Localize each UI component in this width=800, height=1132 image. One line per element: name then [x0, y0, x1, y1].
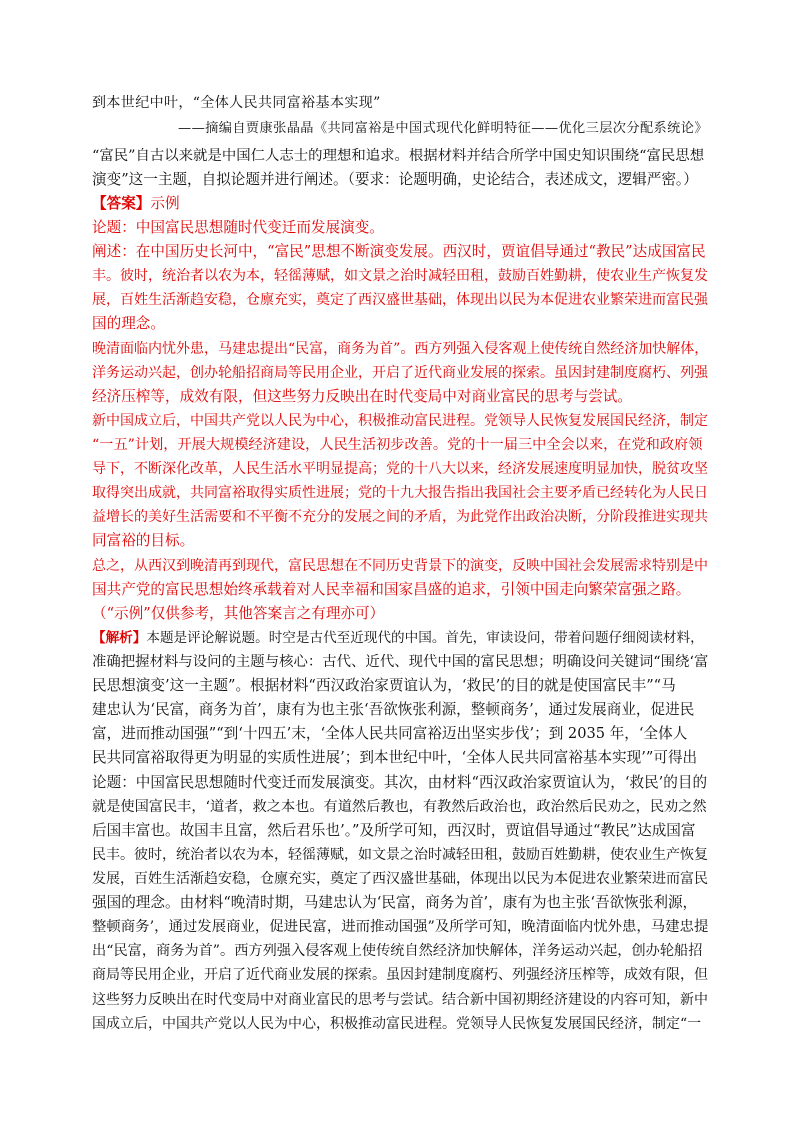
answer-line: 国共产党的富民思想始终承载着对人民幸福和国家昌盛的追求，引领中国走向繁荣富强之路。 — [92, 581, 691, 598]
analysis-tag: 【解析】 — [92, 630, 147, 646]
answer-line: 益增长的美好生活需要和不平衡不充分的发展之间的矛盾，为此党作出政治决断，分阶段推进实现共 — [92, 509, 708, 525]
question-line: “富民”自古以来就是中国仁人志士的理想和追求。根据材料并结合所学中国史知识围绕“富民思想 — [92, 148, 705, 164]
answer-line: 展，百姓生活渐趋安稳，仓廪充实，奠定了西汉盛世基础，体现出以民为本促进农业繁荣进而富民强 — [92, 292, 708, 308]
analysis-line: 论题：中国富民思想随时代变迁而发展演变。其次，由材料“西汉政治家贾谊认为，‘救民’的目的 — [92, 774, 708, 791]
answer-line: 洋务运动兴起，创办轮船招商局等民用企业，开启了近代商业发展的探索。虽因封建制度腐朽、列强 — [92, 365, 708, 381]
answer-line: 总之，从西汉到晚清再到现代，富民思想在不同历史背景下的演变，反映中国社会发展需求特别是中 — [92, 558, 708, 574]
answer-line: “一五”计划，开展大规模经济建设，人民生活初步改善。党的十一届三中全会以来，在党和政府领 — [92, 437, 703, 453]
analysis-line: 出“民富，商务为首”。西方列强入侵客观上使传统自然经济加快解体，洋务运动兴起，创办轮船招 — [92, 943, 703, 959]
analysis-line: 强国的理念。由材料“晚清时期，马建忠认为‘民富，商务为首’，康有为也主张‘吾欲恢张利源， — [92, 894, 698, 911]
answer-label: 示例 — [150, 195, 180, 212]
analysis-line: 民思想演变’这一主题”。根据材料“西汉政治家贾谊认为，‘救民’的目的就是使国富民丰”“马 — [92, 677, 676, 694]
analysis-first-line: 本题是评论解说题。时空是古代至近现代的中国。首先，审读设问，带着问题仔细阅读材料， — [146, 630, 704, 646]
answer-line: 阐述：在中国历史长河中，“富民”思想不断演变发展。西汉时，贾谊倡导通过“教民”达成国富民 — [92, 243, 706, 260]
answer-line: 新中国成立后，中国共产党以人民为中心，积极推动富民进程。党领导人民恢复发展国民经济，制定 — [92, 413, 708, 429]
analysis-line: 后国丰富也。故国丰且富，然后君乐也’。”及所学可知，西汉时，贾谊倡导通过“教民”达成国富 — [92, 822, 696, 839]
answer-line: 导下，不断深化改革，人民生活水平明显提高；党的十八大以来，经济发展速度明显加快，脱贫攻坚 — [92, 461, 708, 477]
analysis-line: 富，进而推动国强”“到‘十四五’末，‘全体人民共同富裕迈出坚实步伐’；到 2035 年，‘全体人 — [92, 725, 688, 742]
analysis-heading — [92, 628, 704, 648]
answer-heading — [92, 194, 180, 214]
analysis-line: 商局等民用企业，开启了近代商业发展的探索。虽因封建制度腐朽、列强经济压榨等，成效有限，但 — [92, 967, 708, 983]
analysis-line: 国成立后，中国共产党以人民为中心，积极推动富民进程。党领导人民恢复发展国民经济，制定“一 — [92, 1016, 702, 1032]
answer-line: 论题：中国富民思想随时代变迁而发展演变。 — [92, 219, 384, 236]
analysis-line: 这些努力反映出在时代变局中对商业富民的思考与尝试。结合新中国初期经济建设的内容可知，新中 — [92, 992, 708, 1008]
material-line: 到本世纪中叶，“全体人民共同富裕基本实现” — [92, 95, 381, 111]
answer-tag: 【答案】 — [92, 195, 151, 212]
analysis-line: 就是使国富民丰，‘道者，救之本也。有道然后教也，有教然后政治也，政治然后民劝之，民劝之然 — [92, 799, 707, 815]
analysis-line: 民丰。彼时，统治者以农为本，轻徭薄赋，如文景之治时减轻田租，鼓励百姓勤耕，使农业生产恢复 — [92, 847, 708, 863]
analysis-line: 发展，百姓生活渐趋安稳，仓廪充实，奠定了西汉盛世基础，体现出以民为本促进农业繁荣进而富民 — [92, 871, 708, 887]
answer-line: 国的理念。 — [92, 315, 165, 332]
answer-line: 同富裕的目标。 — [92, 532, 195, 549]
analysis-line: 整顿商务’，通过发展商业，促进民富，进而推动国强”及所学可知，晚清面临内忧外患，马建忠提 — [92, 919, 709, 935]
question-line: 演变”这一主题，自拟论题并进行阐述。（要求：论题明确，史论结合，表述成文，逻辑严密。） — [92, 171, 698, 188]
analysis-line: 建忠认为‘民富，商务为首’，康有为也主张‘吾欲恢张利源，整顿商务’，通过发展商业，促进民 — [92, 701, 695, 718]
analysis-line: 准确把握材料与设问的主题与核心：古代、近代、现代中国的富民思想；明确设问关键词“围绕‘富 — [92, 654, 709, 670]
material-source-citation: ——摘编自贾康张晶晶《共同富裕是中国式现代化鲜明特征——优化三层次分配系统论》 — [178, 121, 708, 136]
answer-line: 晚清面临内忧外患，马建忠提出“民富，商务为首”。西方列强入侵客观上使传统自然经济加快解体， — [92, 341, 709, 357]
answer-note: （“示例”仅供参考，其他答案言之有理亦可） — [92, 605, 385, 622]
answer-line: 取得突出成就，共同富裕取得实质性进展；党的十九大报告指出我国社会主要矛盾已经转化为人民日 — [92, 485, 708, 501]
analysis-line: 民共同富裕取得更为明显的实质性进展’；到本世纪中叶，‘全体人民共同富裕基本实现’”可得出 — [92, 749, 698, 766]
answer-line: 经济压榨等，成效有限，但这些努力反映出在时代变局中对商业富民的思考与尝试。 — [92, 388, 632, 405]
answer-line: 丰。彼时，统治者以农为本，轻徭薄赋，如文景之治时减轻田租，鼓励百姓勤耕，使农业生产恢复发 — [92, 268, 708, 284]
